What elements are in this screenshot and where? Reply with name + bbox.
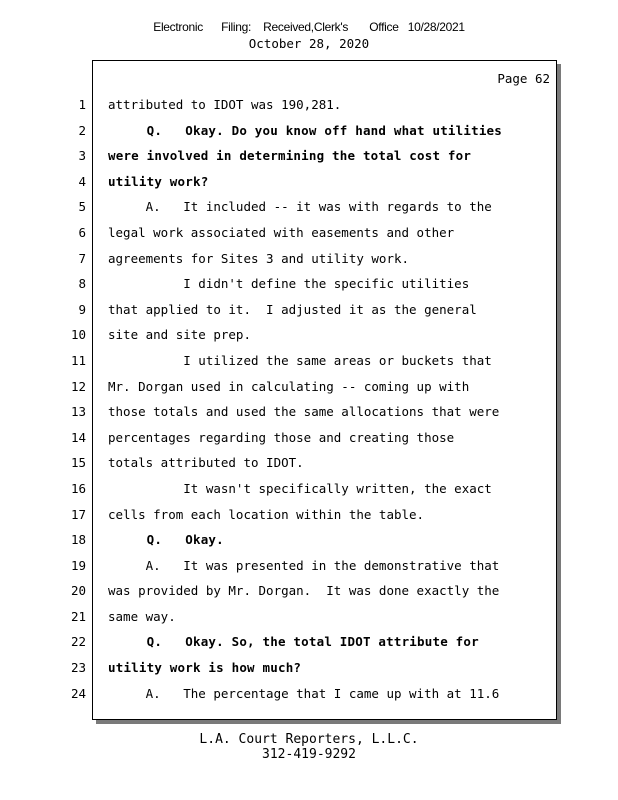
line-number: 3 — [78, 148, 86, 164]
transcript-line: A. It included -- it was with regards to the — [108, 199, 492, 215]
line-number: 24 — [70, 685, 86, 701]
transcript-line: cells from each location within the table. — [108, 506, 425, 522]
line-number: 2 — [78, 122, 86, 138]
line-number: 16 — [70, 480, 86, 496]
transcript-line: A. It was presented in the demonstrative that — [108, 557, 500, 573]
line-number: 17 — [70, 506, 86, 522]
line-number: 7 — [78, 250, 86, 266]
line-number: 22 — [70, 634, 86, 650]
reporter-company: L.A. Court Reporters, L.L.C. — [199, 732, 419, 747]
line-number: 10 — [70, 327, 86, 343]
line-number: 5 — [78, 199, 86, 215]
transcript-line: totals attributed to IDOT. — [108, 455, 304, 471]
transcript-line: legal work associated with easements and other — [108, 224, 455, 240]
transcript-line: utility work is how much? — [108, 660, 302, 676]
transcript-line: was provided by Mr. Dorgan. It was done exactly the — [108, 583, 500, 599]
transcript-line: percentages regarding those and creating those — [108, 429, 455, 445]
transcript-line: agreements for Sites 3 and utility work. — [108, 250, 410, 266]
transcript-line: were involved in determining the total cost for — [108, 148, 472, 164]
page-number: Page 62 — [497, 71, 550, 86]
line-number: 11 — [70, 352, 86, 368]
transcript-line: It wasn't specifically written, the exact — [108, 480, 492, 496]
line-number: 20 — [70, 583, 86, 599]
line-number-column — [40, 92, 86, 706]
line-number: 13 — [70, 404, 86, 420]
line-number: 1 — [78, 97, 86, 112]
transcript-line: that applied to it. I adjusted it as the general — [108, 301, 477, 317]
line-number: 21 — [70, 608, 86, 624]
line-number: 18 — [70, 532, 86, 548]
transcript-line: I didn't define the specific utilities — [108, 276, 470, 292]
transcript-line: Mr. Dorgan used in calculating -- coming up with — [108, 378, 470, 394]
reporter-phone: 312-419-9292 — [262, 747, 356, 762]
footer — [0, 732, 618, 762]
line-number: 12 — [70, 378, 86, 394]
line-number: 19 — [70, 557, 86, 573]
line-number: 8 — [78, 276, 86, 292]
transcript-line: attributed to IDOT was 190,281. — [108, 97, 342, 112]
line-number: 23 — [70, 660, 86, 676]
electronic-filing-stamp: Electronic Filing: Received,Clerk's Office 10/28/2021 — [153, 20, 465, 34]
transcript-line: utility work? — [108, 173, 209, 189]
transcript-line: site and site prep. — [108, 327, 251, 343]
transcript-text — [108, 92, 548, 706]
transcript-line: A. The percentage that I came up with at 11.6 — [108, 685, 500, 701]
line-number: 9 — [78, 301, 86, 317]
line-number: 15 — [70, 455, 86, 471]
transcript-line: those totals and used the same allocations that were — [108, 404, 500, 420]
transcript-line: same way. — [108, 608, 176, 624]
deposition-date: October 28, 2020 — [248, 36, 370, 51]
line-number: 6 — [78, 224, 86, 240]
transcript-line: Q. Okay. So, the total IDOT attribute for — [108, 634, 479, 650]
transcript-line: Q. Okay. — [108, 532, 224, 548]
line-number: 14 — [70, 429, 86, 445]
transcript-line: Q. Okay. Do you know off hand what utilities — [108, 122, 503, 138]
line-number: 4 — [78, 173, 86, 189]
transcript-line: I utilized the same areas or buckets that — [108, 352, 492, 368]
